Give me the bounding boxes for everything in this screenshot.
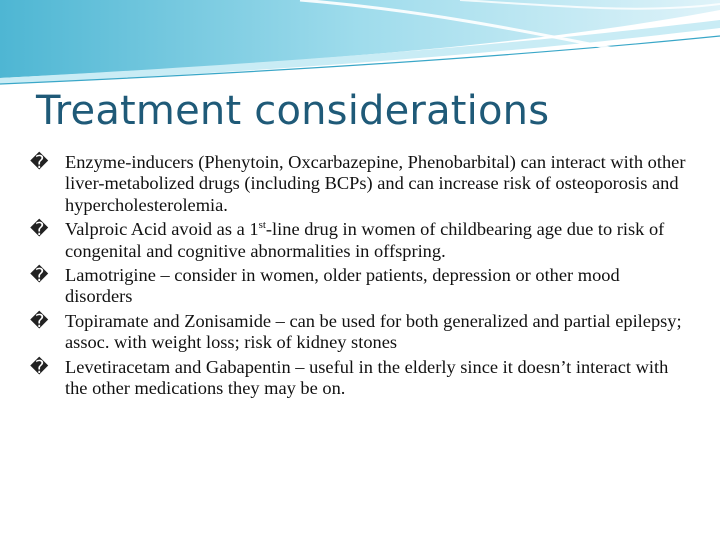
- bullet-list: [30, 152, 690, 402]
- bullet-item: [30, 219, 690, 262]
- bullet-marker-icon: �: [30, 152, 49, 173]
- bullet-text: Topiramate and Zonisamide – can be used for both generalized and partial epilepsy; assoc. with weight loss; risk of kidney stones: [65, 310, 682, 353]
- bullet-text: Levetiracetam and Gabapentin – useful in the elderly since it doesn’t interact with the other medications they may be on.: [65, 356, 669, 399]
- bullet-text: Lamotrigine – consider in women, older patients, depression or other mood disorders: [65, 265, 620, 307]
- bullet-marker-icon: �: [30, 356, 49, 378]
- bullet-text: [65, 219, 664, 260]
- bullet-text: Enzyme-inducers (Phenytoin, Oxcarbazepine, Phenobarbital) can interact with other liver-metabolized drugs (including BCPs) and can increase risk of osteoporosis and hypercholesterolemia.: [65, 152, 686, 215]
- bullet-item: [30, 265, 690, 308]
- bullet-item: [30, 357, 690, 400]
- slide-title: Treatment considerations: [36, 88, 550, 134]
- ordinal-superscript: st: [258, 219, 266, 232]
- bullet-item: [30, 311, 690, 354]
- bullet-marker-icon: �: [30, 310, 49, 332]
- bullet-text-start: Valproic Acid avoid as a 1: [65, 219, 259, 240]
- bullet-marker-icon: �: [30, 265, 49, 287]
- bullet-item: [30, 152, 690, 216]
- bullet-text-end: -line drug in women of childbearing age due to risk of congenital and cognitive abnormalities in offspring.: [65, 219, 665, 261]
- bullet-marker-icon: �: [30, 219, 49, 241]
- header-wave-banner: [0, 0, 720, 90]
